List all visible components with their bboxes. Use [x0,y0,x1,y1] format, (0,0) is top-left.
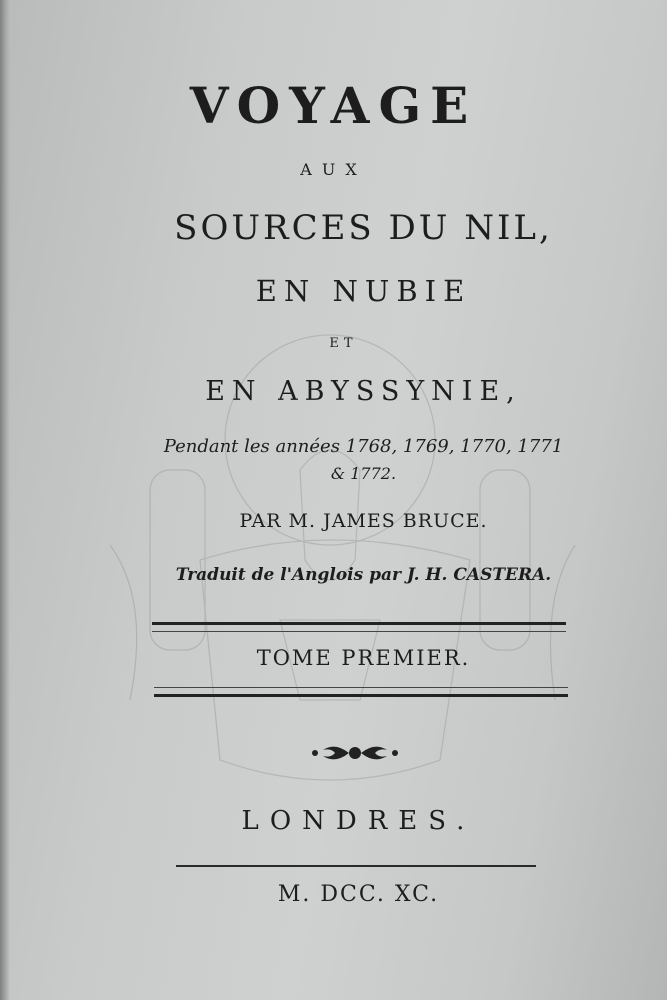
double-rule-top-thin [152,631,566,632]
volume-label: TOME PREMIER. [256,646,471,670]
years-line-1: Pendant les années 1768, 1769, 1770, 1771 [163,436,564,457]
author-line: PAR M. JAMES BRUCE. [239,510,488,532]
double-rule-top [152,622,566,625]
double-rule-bottom [154,694,568,697]
double-rule-bottom-thin [154,687,568,688]
imprint-year: M. DCC. XC. [277,882,440,907]
title-abyssynie: EN ABYSSYNIE, [205,376,522,407]
printers-ornament-icon [305,740,405,766]
title-aux: AUX [300,160,367,179]
title-sources: SOURCES DU NIL, [174,208,553,248]
imprint-rule [176,865,536,867]
title-nubie: EN NUBIE [255,274,472,308]
book-title: VOYAGE [189,76,478,135]
years-line-2: & 1772. [330,464,397,483]
title-et: ET [329,336,358,351]
imprint-place: LONDRES. [241,806,476,836]
translator-line: Traduit de l'Anglois par J. H. CASTERA. [175,565,552,585]
